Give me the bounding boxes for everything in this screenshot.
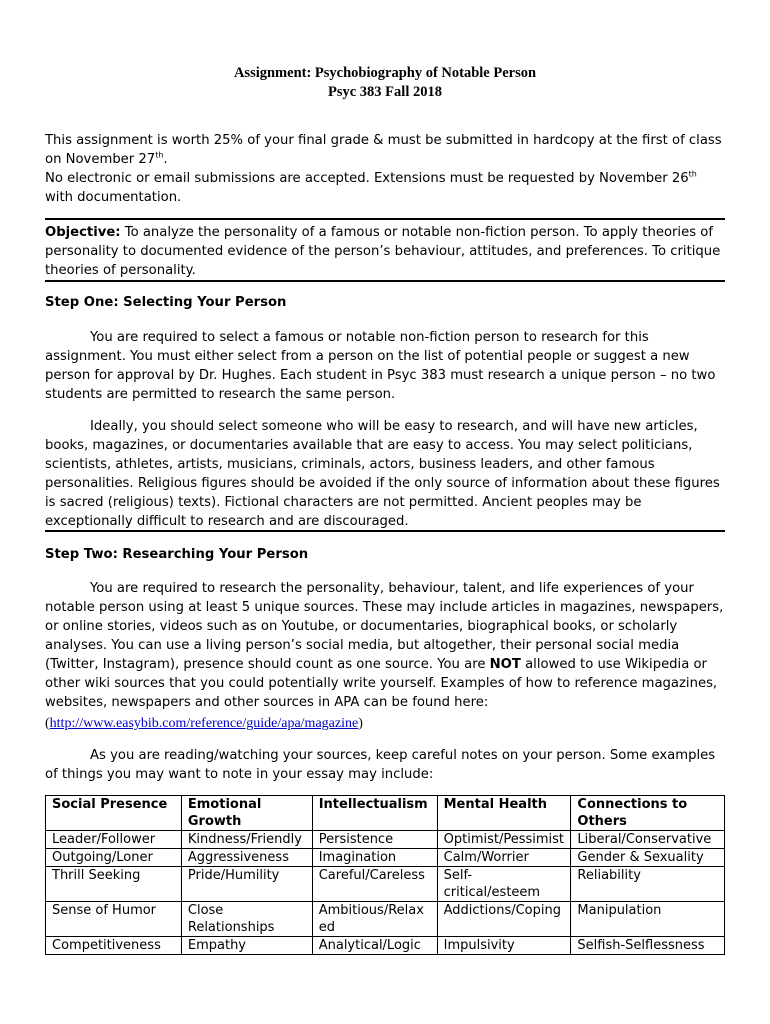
column-header: Emotional Growth [181,796,312,831]
table-row [46,867,725,902]
table-cell: Pride/Humility [181,867,312,902]
table-cell: Close Relationships [181,902,312,937]
course-subtitle: Psyc 383 Fall 2018 [328,84,442,100]
intro-section [45,131,725,207]
reference-link-line: (http://www.easybib.com/reference/guide/apa/magazine) [45,716,363,731]
table-cell: Reliability [571,867,725,902]
table-cell: Manipulation [571,902,725,937]
intro-line-2: No electronic or email submissions are accepted. Extensions must be requested by November 26th with documentation. [45,169,697,205]
intro-line-1: This assignment is worth 25% of your final grade & must be submitted in hardcopy at the first of class on November 27th. [45,133,722,167]
table-row [46,831,725,849]
table-cell: Outgoing/Loner [46,849,182,867]
easybib-link[interactable]: http://www.easybib.com/reference/guide/apa/magazine [49,716,359,731]
objective-label: Objective: [45,225,121,240]
divider [45,530,725,532]
table-cell: Impulsivity [437,937,571,955]
table-cell: Addictions/Coping [437,902,571,937]
table-cell: Careful/Careless [312,867,437,902]
table-cell: Aggressiveness [181,849,312,867]
table-cell: Self-critical/esteem [437,867,571,902]
table-row [46,849,725,867]
table-cell: Gender & Sexuality [571,849,725,867]
table-cell: Analytical/Logic [312,937,437,955]
notes-table [45,795,725,955]
column-header: Intellectualism [312,796,437,831]
column-header: Social Presence [46,796,182,831]
table-cell: Liberal/Conservative [571,831,725,849]
table-cell: Sense of Humor [46,902,182,937]
table-cell: Imagination [312,849,437,867]
step-one-heading: Step One: Selecting Your Person [45,295,287,310]
step-two-heading: Step Two: Researching Your Person [45,547,309,562]
table-header-row [46,796,725,831]
table-cell: Competitiveness [46,937,182,955]
table-cell: Kindness/Friendly [181,831,312,849]
table-row [46,902,725,937]
objective-paragraph: Objective: To analyze the personality of a famous or notable non-fiction person. To apply theories of personality to documented evidence of the person’s behaviour, attitudes, and preferences. To critique theories of personality. [45,225,721,278]
step-two-paragraph-2: As you are reading/watching your sources, keep careful notes on your person. Some examples of things you may want to note in your essay may include: [45,748,716,782]
table-cell: Empathy [181,937,312,955]
step-two-paragraph-1: You are required to research the personality, behaviour, talent, and life experiences of your notable person using at least 5 unique sources. These may include articles in magazines, newspapers, or online stories, videos such as on Youtube, or documentaries, biographical books, or scholarly analyses. You can use a living person’s social media, but altogether, their personal social media (Twitter, Instagram), presence should count as one source. You are NOT allowed to use Wikipedia or other wiki sources that you could potentially write yourself. Examples of how to reference magazines, websites, newspapers and other sources in APA can be found here: [45,581,724,710]
table-cell: Ambitious/Relaxed [312,902,437,937]
table-cell: Optimist/Pessimist [437,831,571,849]
divider [45,218,725,220]
step-one-paragraph-1: You are required to select a famous or notable non-fiction person to research for this assignment. You must either select from a person on the list of potential people or suggest a new person for approval by Dr. Hughes. Each student in Psyc 383 must research a unique person – no two students are permitted to research the same person. [45,330,716,402]
divider [45,280,725,282]
column-header: Connections to Others [571,796,725,831]
emphasis-not: NOT [489,657,521,672]
table-cell: Leader/Follower [46,831,182,849]
table-cell: Selfish-Selflessness [571,937,725,955]
table-cell: Thrill Seeking [46,867,182,902]
step-one-paragraph-2: Ideally, you should select someone who will be easy to research, and will have new articles, books, magazines, or documentaries available that are easy to access. You may select politicians, scientists, athletes, artists, musicians, criminals, actors, business leaders, and other famous personalities. Religious figures should be avoided if the only source of information about these figures is sacred (religious) texts). Fictional characters are not permitted. Ancient peoples may be exceptionally difficult to research and are discouraged. [45,419,720,529]
column-header: Mental Health [437,796,571,831]
page-title: Assignment: Psychobiography of Notable Person [233,65,537,81]
table-row [46,937,725,955]
table-cell: Persistence [312,831,437,849]
table-cell: Calm/Worrier [437,849,571,867]
